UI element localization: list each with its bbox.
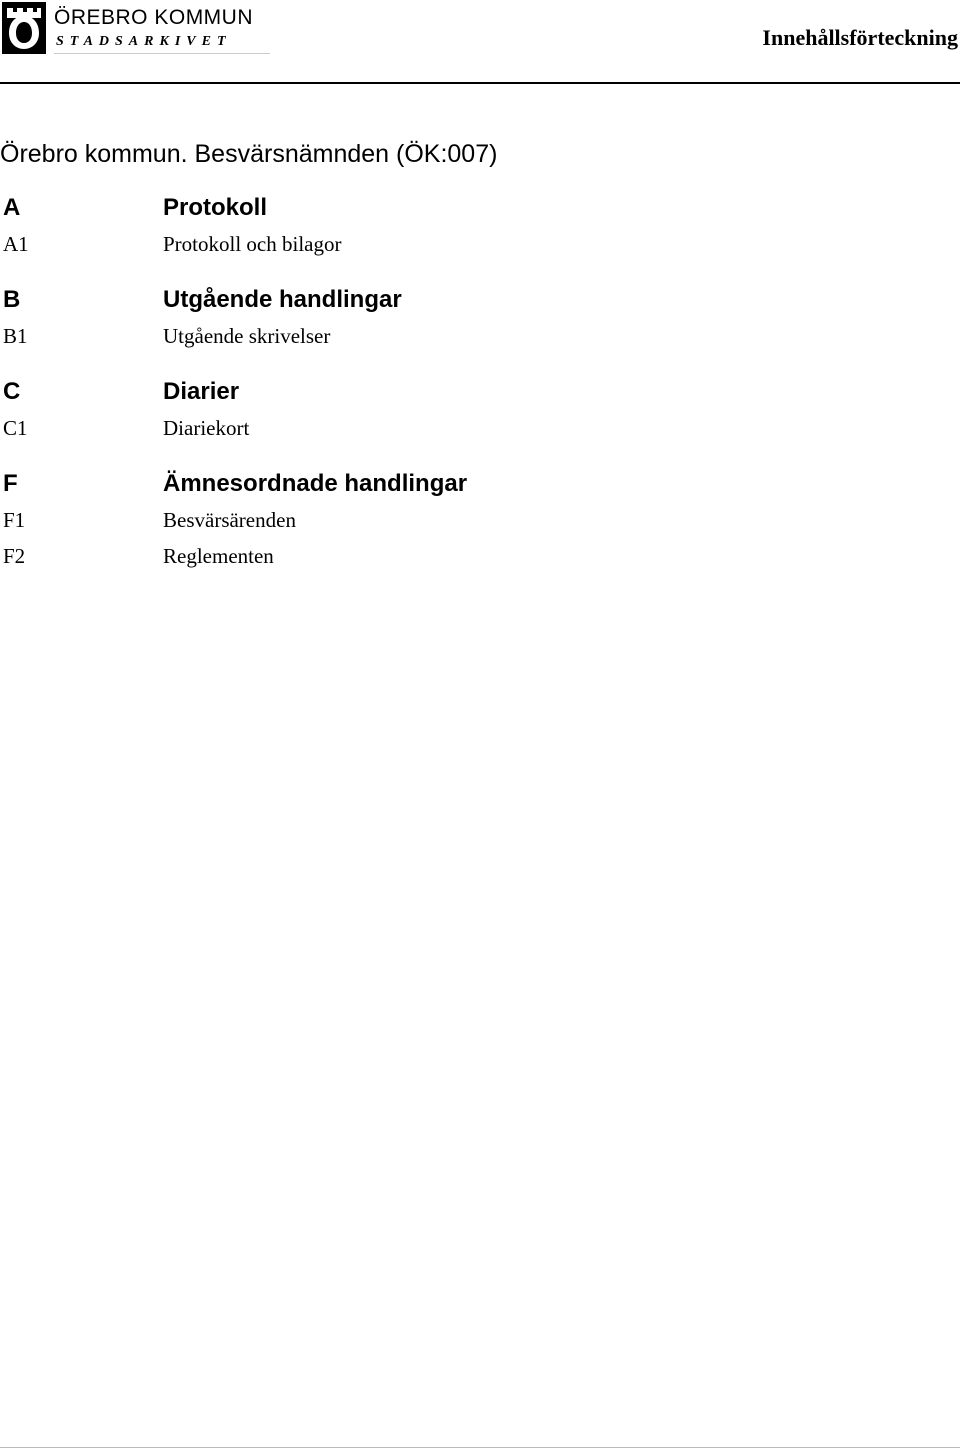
logo-divider: [54, 53, 270, 54]
series-code: C: [3, 378, 21, 405]
castle-crest-icon: [2, 2, 46, 54]
header-divider: [0, 82, 960, 84]
document-type-heading: Innehållsförteckning: [762, 25, 958, 50]
series-label: Ämnesordnade handlingar: [163, 470, 468, 497]
volume-code: F1: [3, 508, 26, 532]
series-label: Protokoll: [163, 194, 268, 221]
logo-subtitle: STADSARKIVET: [56, 34, 232, 49]
volume-label: Utgående skrivelser: [163, 324, 331, 348]
series-label: Utgående handlingar: [163, 286, 402, 313]
volume-code: A1: [3, 232, 29, 256]
footer-divider: [0, 1447, 960, 1448]
volume-label: Protokoll och bilagor: [163, 232, 342, 256]
volume-code: B1: [3, 324, 28, 348]
series-code: B: [3, 286, 21, 313]
series-code: A: [3, 194, 21, 221]
orebro-kommun-logo: [2, 2, 270, 54]
archive-title: Örebro kommun. Besvärsnämnden (ÖK:007): [0, 140, 498, 168]
volume-code: C1: [3, 416, 28, 440]
volume-code: F2: [3, 544, 26, 568]
volume-label: Diariekort: [163, 416, 250, 440]
logo-title: ÖREBRO KOMMUN: [54, 6, 254, 29]
volume-label: Reglementen: [163, 544, 274, 568]
page-header: [0, 0, 960, 86]
volume-label: Besvärsärenden: [163, 508, 296, 532]
series-code: F: [3, 470, 18, 497]
series-label: Diarier: [163, 378, 240, 405]
